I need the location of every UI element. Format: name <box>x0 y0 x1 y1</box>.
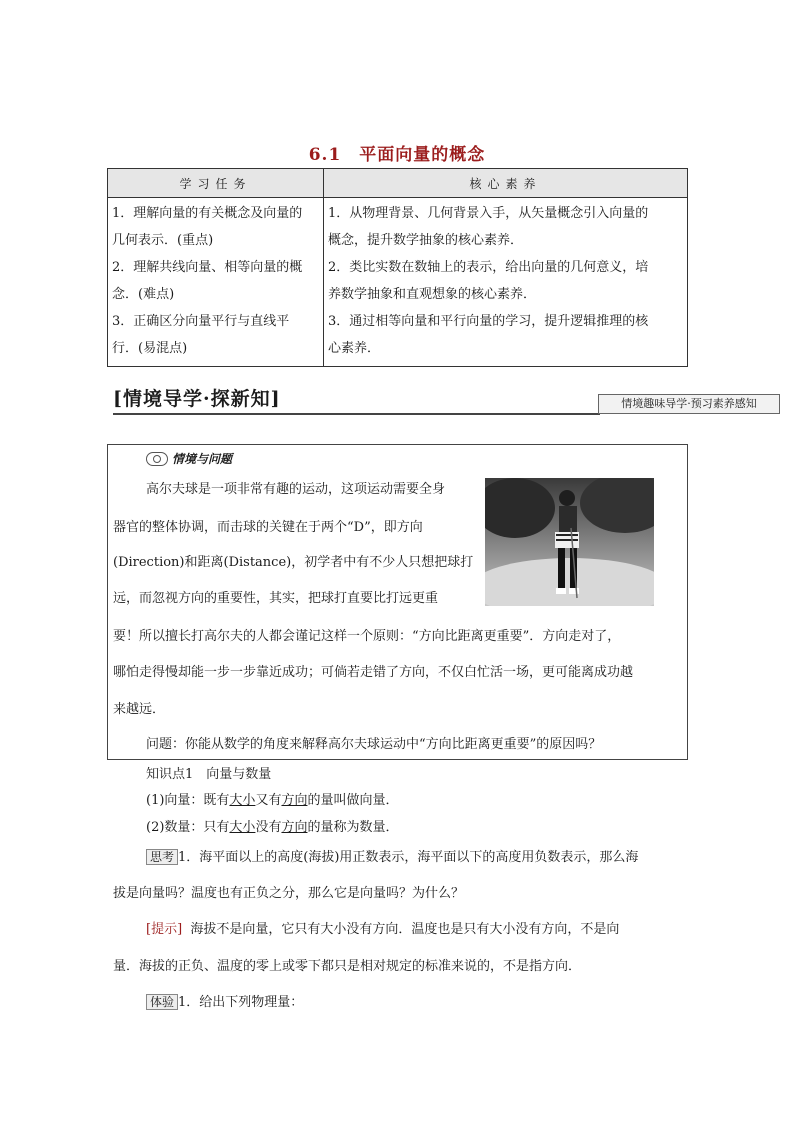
knowledge-heading: 知识点1 向量与数量 <box>146 767 272 782</box>
hint-text: 海拔不是向量，它只有大小没有方向．温度也是只有大小没有方向，不是向 <box>190 922 620 937</box>
literacy-line: 养数学抽象和直观想象的核心素养． <box>328 287 537 302</box>
def-text: 的量叫做向量． <box>307 793 399 808</box>
def-text: 的量称为数量． <box>307 820 399 835</box>
literacy-line: 概念，提升数学抽象的核心素养． <box>328 233 524 248</box>
think-text: 1．海平面以上的高度(海拔)用正数表示，海平面以下的高度用负数表示，那么海 <box>178 850 639 865</box>
think-label: 思考 <box>146 849 178 865</box>
literacy-line: 3．通过相等向量和平行向量的学习，提升逻辑推理的核 <box>328 314 649 329</box>
scenario-title <box>146 450 232 467</box>
think-question-cont: 拔是向量吗？温度也有正负之分，那么它是向量吗？为什么？ <box>113 886 465 901</box>
task-line: 行．(易混点) <box>112 341 188 356</box>
scenario-line: 要！所以擅长打高尔夫的人都会谨记这样一个原则：“方向比距离更重要”．方向走对了， <box>113 629 621 644</box>
task-line: 1．理解向量的有关概念及向量的 <box>112 206 303 221</box>
task-line: 2．理解共线向量、相等向量的概 <box>112 260 303 275</box>
tasks-cell <box>108 198 324 367</box>
def-blank: 大小 <box>229 820 256 835</box>
scenario-line: 哪怕走得慢却能一步一步靠近成功；可倘若走错了方向，不仅白忙活一场，更可能离成功越 <box>113 665 634 680</box>
hint-label: [提示] <box>146 922 183 937</box>
scenario-title-text: 情境与问题 <box>172 452 233 466</box>
def-text: (2)数量：只有 <box>146 820 230 835</box>
def-blank: 大小 <box>229 793 256 808</box>
scenario-line: (Direction)和距离(Distance)，初学者中有不少人只想把球打 <box>113 555 474 570</box>
exercise-label: 体验 <box>146 994 178 1010</box>
def-text: 又有 <box>255 793 282 808</box>
task-line: 几何表示．(重点) <box>112 233 214 248</box>
exercise-text: 1．给出下列物理量： <box>178 995 304 1010</box>
scenario-line: 高尔夫球是一项非常有趣的运动，这项运动需要全身 <box>146 482 446 497</box>
def-text: 没有 <box>255 820 282 835</box>
literacy-line: 1．从物理背景、几何背景入手，从矢量概念引入向量的 <box>328 206 649 221</box>
scenario-question: 问题：你能从数学的角度来解释高尔夫球运动中“方向比距离更重要”的原因吗？ <box>146 737 602 752</box>
def-text: (1)向量：既有 <box>146 793 230 808</box>
literacy-line: 2．类比实数在数轴上的表示，给出向量的几何意义，培 <box>328 260 649 275</box>
table-header-tasks: 学习任务 <box>108 169 324 198</box>
def-blank: 方向 <box>281 793 308 808</box>
table-header-literacy: 核心素养 <box>324 169 688 198</box>
exercise <box>146 991 303 1010</box>
vector-definition <box>146 789 398 808</box>
def-blank: 方向 <box>281 820 308 835</box>
task-line: 念．(难点) <box>112 287 175 302</box>
scalar-definition <box>146 816 398 835</box>
golfer-photo <box>485 478 654 606</box>
literacy-cell <box>324 198 688 367</box>
section-tag: 情境趣味导学·预习素养感知 <box>598 394 780 414</box>
section-divider <box>113 413 600 415</box>
scenario-line: 器官的整体协调，而击球的关键在于两个“D”，即方向 <box>113 520 423 535</box>
scenario-line: 远，而忽视方向的重要性，其实，把球打直要比打远更重 <box>113 591 439 606</box>
goals-table <box>107 168 688 367</box>
scenario-line: 来越远． <box>113 702 166 717</box>
section-heading: [情境导学·探新知] <box>113 388 281 410</box>
scenario-icon <box>146 452 168 466</box>
task-line: 3．正确区分向量平行与直线平 <box>112 314 290 329</box>
hint-answer-cont: 量．海拔的正负、温度的零上或零下都只是相对规定的标准来说的，不是指方向． <box>113 959 582 974</box>
literacy-line: 心素养． <box>328 341 381 356</box>
hint-answer <box>146 918 619 937</box>
page-title: 6.1 平面向量的概念 <box>308 145 486 165</box>
think-question <box>146 846 638 865</box>
